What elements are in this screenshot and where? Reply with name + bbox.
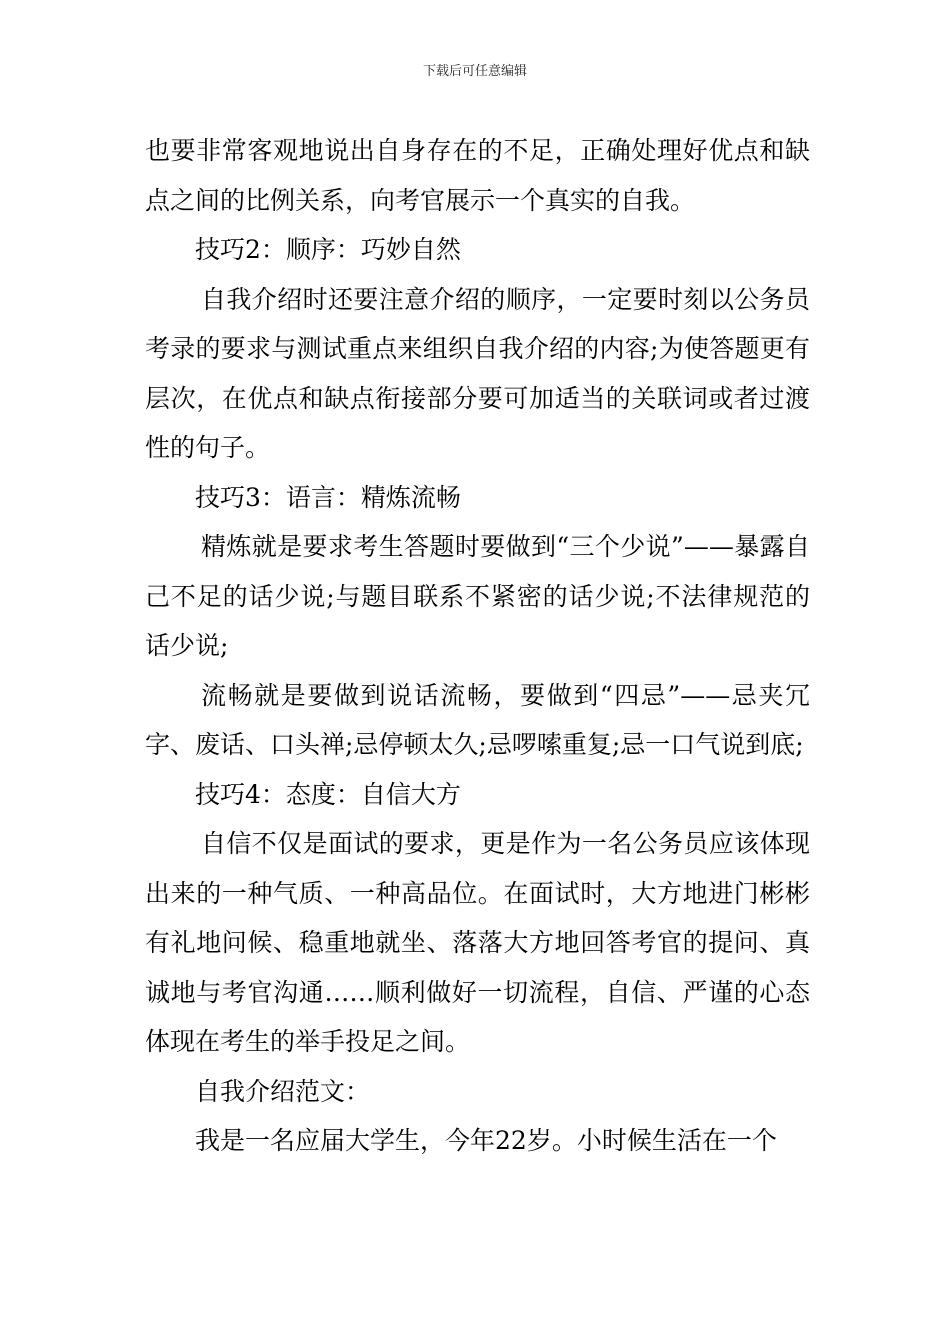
paragraph-concise: 精炼就是要求考生答题时要做到“三个少说”——暴露自己不足的话少说;与题目联系不紧密的话少说;不法律规范的话少说; (145, 532, 810, 660)
section-heading-tip-4: 技巧4：态度：自信大方 (195, 779, 461, 809)
paragraph-confidence: 自信不仅是面试的要求，更是作为一名公务员应该体现出来的一种气质、一种高品位。在面试时，大方地进门彬彬有礼地问候、稳重地就坐、落落大方地回答考官的提问、真诚地与考官沟通……顺利做好一切流程，自信、严谨的心态体现在考生的举手投足之间。 (145, 829, 810, 1056)
page-header: 下载后可任意编辑 (422, 64, 527, 79)
section-heading-tip-2: 技巧2：顺序：巧妙自然 (195, 235, 461, 264)
paragraph-order: 自我介绍时还要注意介绍的顺序，一定要时刻以公务员考录的要求与测试重点来组织自我介绍的内容;为使答题更有层次，在优点和缺点衔接部分要可加适当的关联词或者过渡性的句子。 (145, 284, 810, 462)
paragraph-sample-intro: 我是一名应届大学生，今年22岁。小时候生活在一个 (195, 1126, 777, 1155)
paragraph-fluent: 流畅就是要做到说话流畅，要做到“四忌”——忌夹冗字、废话、口头禅;忌停顿太久;忌啰嗦重复;忌一口气说到底; (145, 680, 810, 759)
section-heading-sample: 自我介绍范文： (195, 1076, 371, 1106)
paragraph-continuation: 也要非常客观地说出自身存在的不足，正确处理好优点和缺点之间的比例关系，向考官展示一个真实的自我。 (145, 136, 810, 215)
document-body (145, 126, 810, 1166)
section-heading-tip-3: 技巧3：语言：精炼流畅 (195, 482, 461, 512)
